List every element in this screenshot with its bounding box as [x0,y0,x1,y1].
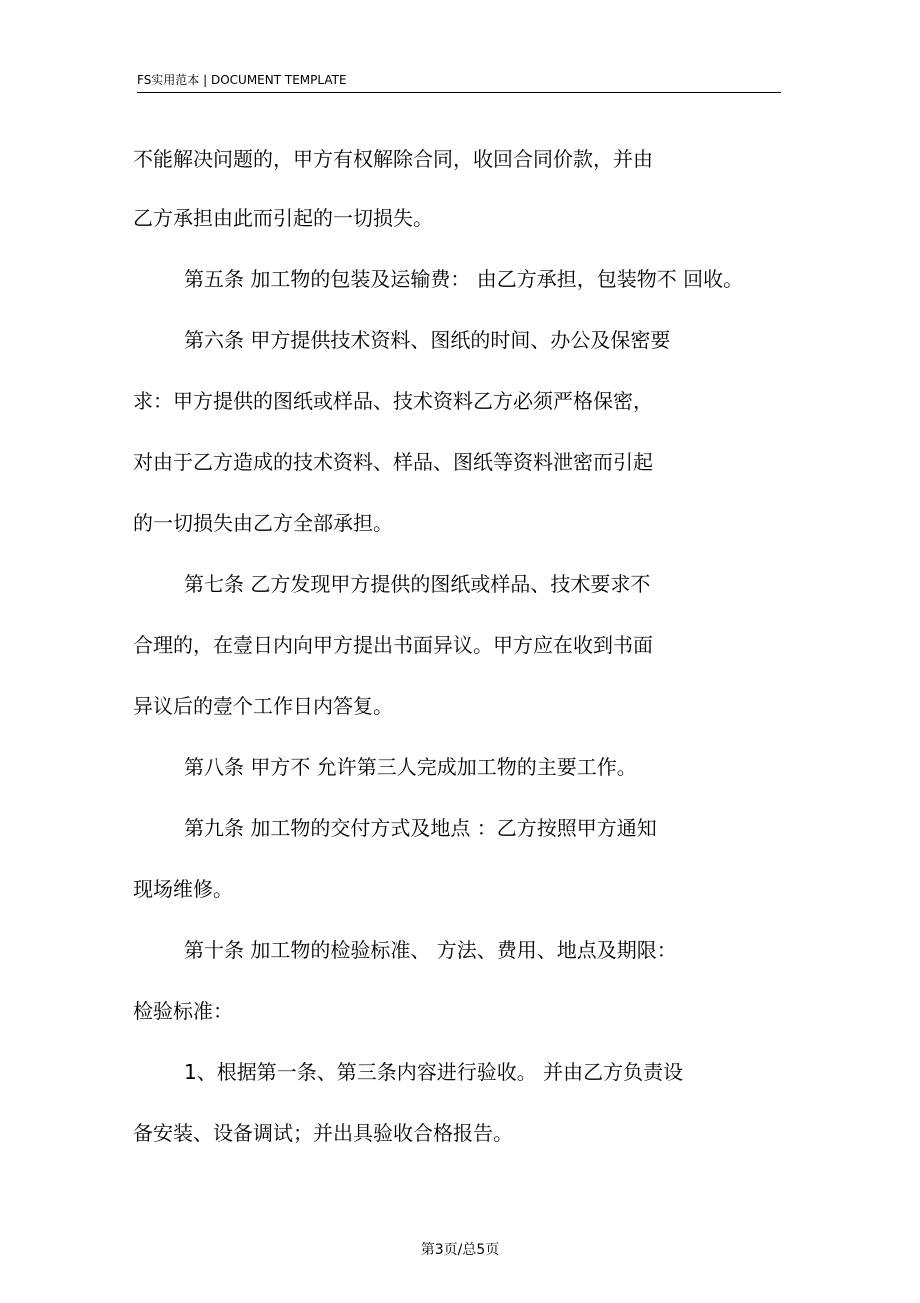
article-7-line: 第七条 乙方发现甲方提供的图纸或样品、技术要求不 [184,572,651,596]
article-8-line: 第八条 甲方不 允许第三人完成加工物的主要工作。 [184,755,637,779]
article-9-line: 第九条 加工物的交付方式及地点 ：乙方按照甲方通知 [184,816,657,840]
body-line: 备安装、设备调试；并出具验收合格报告。 [133,1121,513,1145]
article-5-line: 第五条 加工物的包装及运输费： 由乙方承担，包装物不 回收。 [184,267,744,291]
list-item-1-line: 1、根据第一条、第三条内容进行验收。 并由乙方负责设 [184,1060,684,1084]
body-line: 乙方承担由此而引起的一切损失。 [133,206,433,230]
body-line: 检验标准： [133,999,233,1023]
article-6-line: 第六条 甲方提供技术资料、图纸的时间、办公及保密要 [184,328,671,352]
body-line: 求：甲方提供的图纸或样品、技术资料乙方必须严格保密， [133,389,653,413]
article-10-line: 第十条 加工物的检验标准、 方法、费用、地点及期限： [184,938,677,962]
body-line: 异议后的壹个工作日内答复。 [133,694,393,718]
header-title: FS实用范本 | DOCUMENT TEMPLATE [137,73,347,87]
page-header [137,72,781,93]
page-number: 第3页/总5页 [420,1242,500,1258]
body-line: 的一切损失由乙方全部承担。 [133,511,393,535]
body-line: 现场维修。 [133,877,233,901]
body-line: 合理的，在壹日内向甲方提出书面异议。甲方应在收到书面 [133,633,653,657]
body-line: 不能解决问题的，甲方有权解除合同，收回合同价款，并由 [133,147,653,171]
body-line: 对由于乙方造成的技术资料、样品、图纸等资料泄密而引起 [133,450,653,474]
